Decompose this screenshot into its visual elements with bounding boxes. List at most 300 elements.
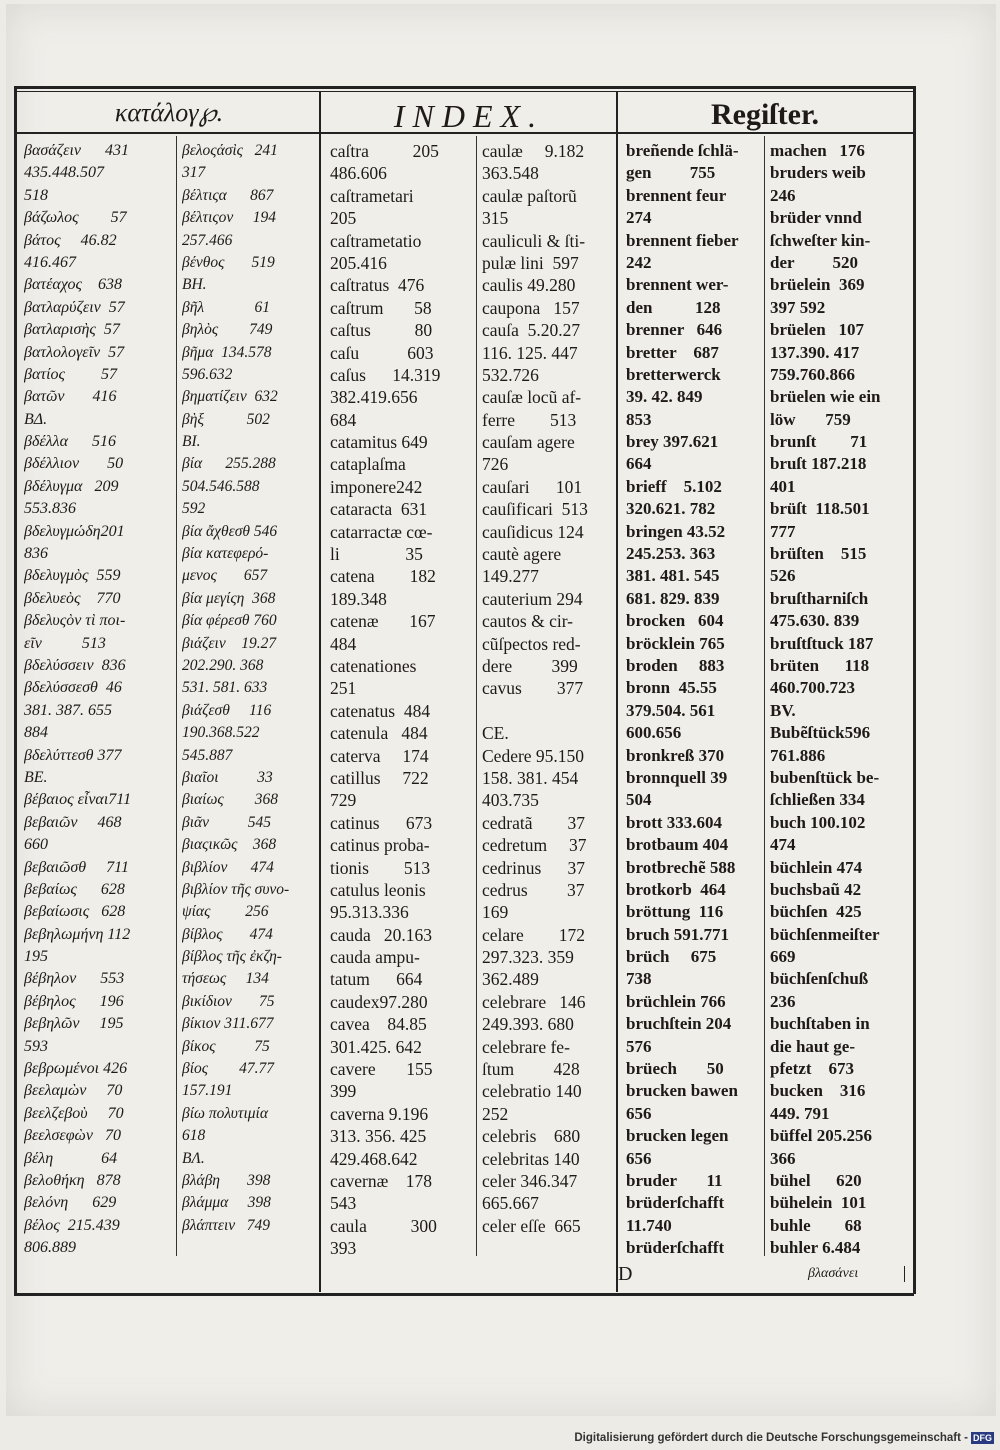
index-entry: 593 (24, 1037, 48, 1055)
index-entry: 681. 829. 839 (626, 588, 720, 608)
index-entry: βατλολογεῖν 57 (24, 343, 125, 361)
index-entry: brüſt 118.501 (770, 499, 870, 519)
index-entry: βελοςάσὶς 241 (182, 142, 278, 159)
index-entry: brüchlein 766 (626, 991, 726, 1011)
index-entry: celebris 680 (482, 1126, 581, 1147)
index-entry: βδέλλα 516 (24, 433, 116, 451)
index-entry: βέβηλον 553 (24, 970, 125, 988)
index-entry: 449. 791 (770, 1103, 830, 1123)
index-entry: cataplaſma (330, 454, 406, 475)
index-entry: catenatus 484 (330, 700, 431, 721)
index-entry: bruſtſtuck 187 (770, 633, 874, 653)
index-entry: ΒΙ. (182, 433, 201, 451)
index-entry: βδέλυγμα 209 (24, 477, 119, 495)
header-german: Regiſter. (710, 98, 820, 131)
index-entry: cauſificari 513 (482, 499, 588, 520)
index-entry (482, 700, 612, 722)
index-entry: 416.467 (24, 253, 76, 271)
index-entry: caſus 14.319 (330, 364, 441, 385)
index-entry: caupona 157 (482, 297, 580, 318)
index-entry: tionis 513 (330, 857, 431, 878)
index-entry: 257.466 (182, 231, 233, 249)
index-entry: caverna 9.196 (330, 1103, 429, 1124)
index-entry: catamitus 649 (330, 432, 428, 453)
index-entry: caſtrametari (330, 185, 414, 206)
index-entry: catarractæ cœ- (330, 521, 433, 542)
index-entry: 576 (626, 1036, 652, 1056)
index-entry: βίω πολυτιμία (182, 1104, 268, 1122)
index-entry: caſtrum 58 (330, 297, 432, 318)
index-entry: catena 182 (330, 566, 436, 587)
index-entry: 664 (626, 454, 652, 474)
index-entry: bröcklein 765 (626, 633, 725, 653)
index-entry: bruders weib (770, 163, 866, 183)
index-entry: brüderſchafft (626, 1193, 725, 1213)
index-entry: caſtratus 476 (330, 275, 425, 296)
index-entry: cavus 377 (482, 678, 584, 699)
index-entry: 665.667 (482, 1193, 539, 1214)
index-entry: 761.886 (770, 745, 826, 765)
index-entry: βεβρωμένοι 426 (24, 1060, 128, 1078)
index-entry: μενος 657 (182, 567, 268, 585)
index-entry: der 520 (770, 252, 858, 272)
index-entry: βατῶν 416 (24, 388, 117, 406)
dfg-logo-icon: DFG (973, 1433, 992, 1443)
index-entry: cautos & cir- (482, 611, 574, 632)
index-entry: cautè agere (482, 544, 562, 565)
index-entry: pfetzt 673 (770, 1059, 855, 1079)
index-entry: catulus leonis (330, 879, 426, 900)
index-entry: tatum 664 (330, 969, 423, 990)
index-entry: 777 (770, 521, 796, 541)
column-latin-left (330, 140, 476, 1260)
index-entry: βεβηλωμήνη 112 (24, 925, 131, 943)
index-entry: bucken 316 (770, 1081, 866, 1101)
index-entry: 158. 381. 454 (482, 767, 579, 788)
index-entry: caulæ paſtorũ (482, 185, 577, 206)
index-entry: 618 (182, 1127, 206, 1145)
index-entry: ΒΕ. (24, 768, 48, 786)
index-entry: βιβλίον 474 (182, 858, 274, 876)
index-entry: βάτος 46.82 (24, 231, 117, 249)
index-entry: 202.290. 368 (182, 656, 264, 674)
index-entry: bröttung 116 (626, 902, 724, 922)
index-entry: catenationes (330, 655, 417, 676)
index-entry: βεβαιῶσθ 711 (24, 858, 129, 876)
index-entry: βένθος 519 (182, 253, 275, 271)
index-entry: 660 (24, 836, 48, 854)
index-entry: brüder vnnd (770, 208, 862, 228)
index-entry: 382.419.656 (330, 387, 418, 408)
index-entry: 362.489 (482, 969, 539, 990)
index-entry: 486.606 (330, 163, 387, 184)
index-entry: caſtus 80 (330, 320, 433, 341)
index-entry: βεβαίωσις 628 (24, 903, 126, 921)
index-entry: bubenſtück be- (770, 767, 880, 787)
index-entry: βδελύσσειν 836 (24, 656, 126, 674)
index-entry: imponere242 (330, 476, 423, 497)
index-entry: βελόνη 629 (24, 1194, 117, 1212)
index-entry: βίκος 75 (182, 1037, 270, 1055)
index-entry: 403.735 (482, 790, 539, 811)
index-entry: βιάζειν 19.27 (182, 634, 277, 652)
index-entry: bronkreß 370 (626, 745, 725, 765)
index-entry: βδελυγμὸς 559 (24, 567, 121, 585)
index-entry: 684 (330, 409, 357, 430)
index-entry: cedrus 37 (482, 879, 585, 900)
column-divider-1 (319, 92, 321, 1292)
index-entry: buchſtaben in (770, 1014, 870, 1034)
index-entry: bruchſtein 204 (626, 1014, 732, 1034)
index-entry: 484 (330, 633, 357, 654)
index-entry: βίος 47.77 (182, 1060, 274, 1078)
index-entry: βηλὸς 749 (182, 321, 273, 339)
index-entry: brüch 675 (626, 947, 717, 967)
index-entry: βιαίως 368 (182, 791, 278, 809)
index-entry: broden 883 (626, 655, 725, 675)
index-entry: bruch 591.771 (626, 924, 729, 944)
index-entry: breñende ſchlä- (626, 141, 739, 160)
index-entry: 518 (24, 186, 48, 204)
index-entry: 504.546.588 (182, 477, 260, 495)
index-entry: 399 (330, 1081, 357, 1102)
index-entry: 543 (330, 1193, 357, 1214)
index-entry: pulæ lini 597 (482, 252, 579, 273)
index-entry: caulæ 9.182 (482, 141, 585, 161)
index-entry: 460.700.723 (770, 678, 855, 698)
index-entry: brucken bawen (626, 1081, 738, 1101)
index-entry: gen 755 (626, 163, 716, 183)
index-entry: BV. (770, 700, 796, 720)
index-entry: βιᾶν 545 (182, 813, 272, 831)
index-entry: cavernæ 178 (330, 1170, 433, 1191)
index-entry: 246 (770, 185, 796, 205)
index-entry: βῆλ 61 (182, 298, 270, 316)
index-entry: 596.632 (182, 365, 233, 383)
index-entry: 249.393. 680 (482, 1014, 574, 1035)
index-entry: 504 (626, 790, 652, 810)
index-entry: 366 (770, 1148, 796, 1168)
subcolumn-divider-greek (176, 136, 177, 1256)
index-entry: βεελαμὼν 70 (24, 1082, 123, 1100)
index-entry: caterva 174 (330, 745, 429, 766)
index-entry: 836 (24, 545, 48, 563)
index-entry: 669 (770, 947, 796, 967)
column-greek-right (182, 140, 316, 1237)
index-entry: 236 (770, 991, 796, 1011)
index-entry: catinus 673 (330, 812, 433, 833)
index-entry: den 128 (626, 297, 721, 317)
index-entry: 379.504. 561 (626, 700, 716, 720)
index-entry: ferre 513 (482, 409, 577, 430)
index-entry: 532.726 (482, 364, 539, 385)
index-entry: buchsbaũ 42 (770, 879, 862, 899)
index-entry: 553.836 (24, 500, 76, 518)
subcolumn-divider-german (764, 136, 765, 1256)
index-entry: bruſtharniſch (770, 588, 869, 608)
index-entry: βλάπτειν 749 (182, 1216, 271, 1234)
index-entry: büchſenmeiſter (770, 924, 880, 944)
index-entry: büchlein 474 (770, 857, 863, 877)
column-german-right (770, 140, 906, 1260)
index-entry: dere 399 (482, 655, 578, 676)
index-entry: βίβλος τῆς ἐκζη- (182, 948, 282, 966)
index-entry: brüderſchafft (626, 1238, 725, 1258)
frame-bottom-rule (14, 1293, 914, 1296)
index-entry: 317 (182, 164, 206, 182)
index-entry: brott 333.604 (626, 812, 723, 832)
index-entry: cavea 84.85 (330, 1014, 427, 1035)
index-entry: βέλη 64 (24, 1149, 118, 1167)
index-entry: βέλτιςον 194 (182, 209, 276, 227)
index-entry: βδελυεὸς 770 (24, 589, 121, 607)
index-entry: cauſari 101 (482, 476, 583, 497)
index-entry: celebratio 140 (482, 1081, 582, 1102)
column-divider-2 (616, 92, 618, 1292)
index-entry: celebritas 140 (482, 1148, 580, 1169)
catchword: βλασάνει (808, 1266, 859, 1281)
column-greek-left (24, 140, 172, 1260)
index-entry: ΒΗ. (182, 276, 207, 294)
index-entry: cũſpectos red- (482, 633, 581, 654)
index-entry: βασάζειν 431 (24, 142, 129, 159)
index-entry: βίκιον 311.677 (182, 1015, 274, 1033)
frame-top-rule (14, 86, 914, 89)
index-entry: buhler 6.484 (770, 1238, 861, 1258)
index-entry: catenula 484 (330, 723, 428, 744)
index-entry: 242 (626, 252, 652, 272)
index-entry: cauſa 5.20.27 (482, 320, 581, 341)
index-entry: 274 (626, 208, 652, 228)
index-entry: cauliculi & ſti- (482, 230, 586, 251)
index-entry: cedrinus 37 (482, 857, 586, 878)
index-entry: βατέαχος 638 (24, 276, 122, 294)
index-entry: cauda 20.163 (330, 924, 433, 945)
index-entry: caulis 49.280 (482, 275, 576, 296)
index-entry: 381. 387. 655 (24, 701, 112, 719)
index-entry: caſtrametatio (330, 230, 422, 251)
index-entry: brüelen 107 (770, 320, 864, 340)
index-entry: βδελυγμώδη201 (24, 522, 125, 540)
index-entry: 531. 581. 633 (182, 679, 268, 697)
index-entry: Cedere 95.150 (482, 745, 585, 766)
index-entry: βεβηλῶν 195 (24, 1015, 124, 1033)
index-entry: βία κατεφερό- (182, 545, 269, 563)
index-entry: caſtra 205 (330, 141, 439, 161)
index-entry: bronn 45.55 (626, 678, 717, 698)
index-entry: 315 (482, 208, 509, 229)
index-entry: βελοθήκη 878 (24, 1171, 121, 1189)
index-entry: brucken legen (626, 1126, 729, 1146)
index-entry: 157.191 (182, 1082, 233, 1100)
index-entry: löw 759 (770, 409, 851, 429)
index-entry: ΒΔ. (24, 410, 48, 428)
index-entry: bringen 43.52 (626, 521, 726, 541)
frame-top-rule-inner (14, 91, 914, 92)
index-entry: βατίος 57 (24, 365, 118, 383)
index-entry: ſchließen 334 (770, 790, 865, 810)
index-entry: brüelein 369 (770, 275, 865, 295)
index-entry: 474 (770, 835, 796, 855)
index-entry: βικίδιον 75 (182, 992, 275, 1010)
index-entry: brüech 50 (626, 1059, 724, 1079)
index-entry: 806.889 (24, 1239, 76, 1257)
index-entry: brotkorb 464 (626, 879, 726, 899)
index-entry: βδελύσσεσθ 46 (24, 679, 122, 697)
index-entry: 401 (770, 476, 796, 496)
index-entry: li 35 (330, 544, 423, 565)
footer-tick (904, 1266, 905, 1282)
index-entry: βάζωλος 57 (24, 209, 127, 227)
index-entry: brennent fieber (626, 230, 739, 250)
index-entry: 759.760.866 (770, 364, 855, 384)
index-entry: βιαῖοι 33 (182, 768, 273, 786)
index-entry: caudex97.280 (330, 991, 428, 1012)
index-entry: 475.630. 839 (770, 611, 860, 631)
index-entry: βία μεγίςη 368 (182, 589, 276, 607)
index-entry: cauſidicus 124 (482, 521, 584, 542)
index-entry: 116. 125. 447 (482, 342, 578, 363)
index-entry: brennent wer- (626, 275, 729, 295)
index-entry: βία φέρεσθ 760 (182, 612, 277, 630)
index-entry: cauſæ locũ af- (482, 387, 582, 408)
index-entry: 656 (626, 1103, 652, 1123)
index-entry: βιβλίον τῆς συνο- (182, 880, 290, 898)
index-entry: εῖν 513 (24, 634, 106, 652)
index-entry: catinus proba- (330, 835, 430, 856)
index-entry: βδελύττεσθ 377 (24, 746, 122, 764)
index-entry: cauterium 294 (482, 588, 583, 609)
index-entry: cataracta 631 (330, 499, 428, 520)
index-entry: 363.548 (482, 163, 539, 184)
index-entry: büchſen 425 (770, 902, 862, 922)
index-entry: 656 (626, 1148, 652, 1168)
index-entry: βλάμμα 398 (182, 1194, 271, 1212)
index-entry: 11.740 (626, 1215, 672, 1235)
index-entry: 738 (626, 969, 652, 989)
index-entry: 729 (330, 790, 357, 811)
index-entry: βατλαρισὴς 57 (24, 321, 120, 339)
index-entry: 592 (182, 500, 206, 518)
index-entry: 393 (330, 1238, 357, 1259)
index-entry: βιαςικῶς 368 (182, 836, 277, 854)
index-entry: cedratã 37 (482, 812, 586, 833)
index-entry: 381. 481. 545 (626, 566, 720, 586)
index-entry: Bubẽſtück596 (770, 723, 871, 743)
index-entry: brennent feur (626, 185, 727, 205)
index-entry: catenæ 167 (330, 611, 436, 632)
index-entry: 195 (24, 948, 48, 966)
index-entry: βιάζεσθ 116 (182, 701, 272, 719)
index-entry: brotbrechẽ 588 (626, 857, 736, 877)
subcolumn-divider-latin (476, 136, 477, 1256)
signature-mark: D (618, 1263, 633, 1285)
index-entry: 39. 42. 849 (626, 387, 703, 407)
index-entry: brüſten 515 (770, 544, 867, 564)
index-entry: brüelen wie ein (770, 387, 881, 407)
index-entry: 205.416 (330, 252, 387, 273)
index-entry: 301.425. 642 (330, 1036, 422, 1057)
index-entry: βέλος 215.439 (24, 1216, 120, 1234)
index-entry: caſu 603 (330, 342, 434, 363)
index-entry: 95.313.336 (330, 902, 409, 923)
index-entry: machen 176 (770, 141, 865, 160)
index-entry: 884 (24, 724, 48, 742)
index-entry: celare 172 (482, 924, 586, 945)
index-entry: βία 255.288 (182, 455, 276, 473)
index-entry: 313. 356. 425 (330, 1126, 427, 1147)
index-entry: βατλαρύζειν 57 (24, 298, 125, 316)
index-entry: 297.323. 359 (482, 947, 574, 968)
index-entry: celer 346.347 (482, 1170, 578, 1191)
index-entry: brotbaum 404 (626, 835, 729, 855)
index-entry: brunſt 71 (770, 432, 868, 452)
index-entry: ΒΛ. (182, 1149, 205, 1167)
index-entry: ſtum 428 (482, 1059, 580, 1080)
index-entry: 320.621. 782 (626, 499, 716, 519)
index-entry: ψίας 256 (182, 903, 269, 921)
index-entry: 190.368.522 (182, 724, 260, 742)
index-entry: ſchweſter kin- (770, 230, 871, 250)
index-entry: cavere 155 (330, 1059, 433, 1080)
index-entry: brieff 5.102 (626, 476, 722, 496)
header-latin: INDEX. (393, 98, 545, 134)
index-entry: celer eſſe 665 (482, 1215, 581, 1236)
index-entry: CE. (482, 723, 509, 744)
index-entry: βίβλος 474 (182, 925, 273, 943)
index-entry: βεβαίως 628 (24, 880, 125, 898)
index-entry: 435.448.507 (24, 164, 104, 182)
index-entry: 600.656 (626, 723, 682, 743)
index-entry: βέλτιςα 867 (182, 186, 274, 204)
index-entry: 853 (626, 409, 652, 429)
index-entry: βδελυςὸν τὶ ποι- (24, 612, 126, 630)
index-entry: bretterwerck (626, 364, 721, 384)
index-entry: 137.390. 417 (770, 342, 860, 362)
index-entry: bronnquell 39 (626, 767, 728, 787)
index-entry: 526 (770, 566, 796, 586)
index-entry: βέβαιος εἶναι711 (24, 791, 132, 809)
index-entry: 429.468.642 (330, 1148, 418, 1169)
index-entry: βεελσεφὼν 70 (24, 1127, 121, 1145)
index-entry: büchſenſchuß (770, 969, 869, 989)
index-entry: brenner 646 (626, 320, 723, 340)
frame-right-rule (913, 86, 916, 1294)
index-entry: catillus 722 (330, 767, 429, 788)
index-entry: caula 300 (330, 1215, 437, 1236)
index-entry: büffel 205.256 (770, 1126, 872, 1146)
digitization-credit (574, 1432, 994, 1444)
index-entry: cauſam agere (482, 432, 575, 453)
index-entry: bruſt 187.218 (770, 454, 867, 474)
digitization-text: Digitalisierung gefördert durch die Deutsche Forschungsgemeinschaft - (574, 1432, 968, 1444)
index-entry: 245.253. 363 (626, 544, 716, 564)
index-entry: 251 (330, 678, 357, 699)
index-entry: celebrare fe- (482, 1036, 570, 1057)
index-entry: celebrare 146 (482, 991, 586, 1012)
index-entry: βὴξ 502 (182, 410, 270, 428)
index-entry: brocken 604 (626, 611, 724, 631)
index-entry: 169 (482, 902, 509, 923)
index-entry: 726 (482, 454, 509, 475)
header-greek: κατάλογ℘. (114, 98, 224, 127)
index-entry: βδέλλιον 50 (24, 455, 124, 473)
column-german-left (626, 140, 760, 1260)
index-entry: bretter 687 (626, 342, 719, 362)
frame-left-rule (14, 86, 17, 1294)
index-entry: βεβαιῶν 468 (24, 813, 122, 831)
index-entry: βεελζεβοὺ 70 (24, 1104, 124, 1122)
